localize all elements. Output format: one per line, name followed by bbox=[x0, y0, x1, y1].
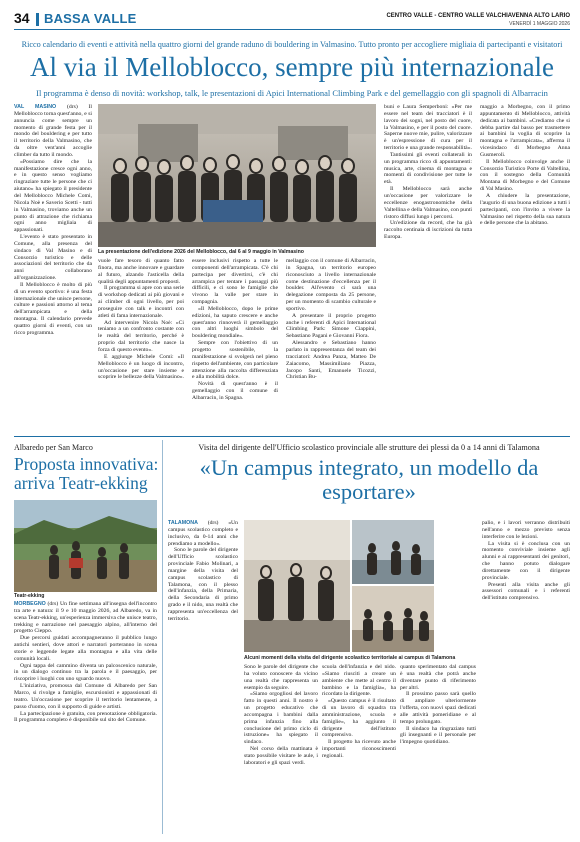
side-article-body bbox=[14, 601, 157, 833]
main-article-column-4 bbox=[286, 258, 376, 430]
paragraph: La visita si è conclusa con un momento conviviale insieme agli alunni e ai rappresentanti dei genitori, che hanno potuto dialogare direttamente con il dirigente provinciale. bbox=[482, 540, 570, 581]
campus-article-kicker: Visita del dirigente dell'Ufficio scolastico provinciale alle strutture dei plessi da 0 a 14 anni di Talamona bbox=[198, 443, 540, 452]
campus-article-column-2 bbox=[244, 664, 318, 833]
main-article-column-1 bbox=[14, 104, 92, 430]
article-divider bbox=[14, 436, 570, 437]
campus-author: (drs) bbox=[207, 520, 219, 526]
paragraph: mellaggio con il comune di Albarracin, in Spagna, un territorio europeo riconosciuto a livello internazionale come destinazione d'eccellenza per il boulder. All'evento ci sarà una delegazione composta da 25 persone, per un momento di scambio culturale e sportivo. bbox=[286, 258, 376, 312]
paragraph: L'iniziativa, promossa dal Comune di Albaredo per San Marco, si rivolge a famiglie, escursionisti e appassionati di teatro. Un'occasione per scoprire il territorio lentamente, a passo d'uomo, con il supporto di guide e artisti. bbox=[14, 683, 157, 710]
side-dateline: MORBEGNO bbox=[14, 601, 46, 607]
campus-photo-right-top bbox=[352, 520, 434, 584]
lead-paragraph: Il Melloblocco torna quest'anno, e si annuncia come sempre un momento di grande festa per il mondo del bouldering e per tutto il territorio della Valmasino, che da oltre vent'anni accoglie climber da tutto il mondo. bbox=[14, 104, 92, 158]
side-article-title: Proposta innovativa: arriva Teatr-ekking bbox=[14, 454, 159, 493]
campus-dateline: TALAMONA bbox=[168, 520, 198, 526]
paragraph: «Siamo orgogliosi del lavoro fatto in questi anni. Il nostro è un progetto educativo che accompagna i bambini dalla prima infanzia fino alla conclusione del primo ciclo di istruzione» ha spiegato il sindaco. bbox=[244, 691, 318, 746]
paragraph: Novità di quest'anno è il gemellaggio con il comune di Albarracin, in Spagna. bbox=[192, 381, 278, 401]
paragraph: «Un campus scolastico completo e inclusivo, da 0-14 anni che prendiamo a modello». bbox=[168, 520, 238, 547]
paragraph: buni e Laura Semperboni: «Per me essere nel team dei tracciatori è il lavoro dei sogni, nel posto del cuore, la Valmasino, e per il posto del cuore. Saperne nuove mie, pulire, valorizzare è un'espressione di cura per il territorio e una grande responsabilità». bbox=[384, 104, 472, 152]
paragraph: Il Melloblocco sarà anche un'occasione per valorizzare le eccellenze enogastronomiche della Valtellina e della Valmasino, con punti ristoro diffusi lungo i percorsi. bbox=[384, 186, 472, 220]
campus-article-column-3 bbox=[322, 664, 396, 833]
paragraph: Il prossimo passo sarà quello di ampliare ulteriormente l'offerta, con nuovi spazi dedicati alle attività pomeridiane e al tempo prolungato. bbox=[400, 691, 476, 725]
side-photo-caption: Teatr-ekking bbox=[14, 593, 45, 599]
paragraph: «Questo campus è il risultato di un lavoro di squadra tra amministrazione, scuola e famiglie», ha aggiunto il dirigente dell'istituto comprensivo. bbox=[322, 698, 396, 739]
paragraph: palio, e i lavori verranno distribuiti nell'anno e mezzo previsto senza interferire con le lezioni. bbox=[482, 520, 570, 540]
side-article-photo bbox=[14, 500, 157, 592]
main-article-column-5 bbox=[384, 104, 472, 430]
author: (drs) bbox=[66, 104, 78, 110]
campus-article-column-1 bbox=[168, 520, 238, 833]
main-article-kicker: Ricco calendario di eventi e attività nella quattro giorni del grande raduno di bouldering in Valmasino. Tutto pronto per accogliere migliaia di partecipanti e visitatori bbox=[21, 40, 563, 49]
main-photo-caption: La presentazione dell'edizione 2026 del Melloblocco, dal 6 al 9 maggio in Valmasino bbox=[98, 249, 304, 255]
campus-article-column-4 bbox=[400, 664, 476, 833]
section-title: BASSA VALLE bbox=[44, 11, 137, 26]
campus-photo-right-bottom bbox=[352, 586, 434, 652]
campus-article-title: «Un campus integrato, un modello da esportare» bbox=[199, 455, 539, 504]
paragraph: Sono le parole del dirigente dell'Ufficio scolastico provinciale Fabio Molinari, a margine della visita del campus scolastico di Talamona, con il plesso dell'infanzia, della Primaria, della Secondaria di primo grado e il nido, una realtà che rappresenta un'eccellenza del territorio. bbox=[168, 547, 238, 622]
paragraph: «Possiamo dire che la manifestazione cresce ogni anno, e in questo senso vogliamo ringraziare tutte le persone che ci aiutano» ha spiegato il presidente del Melloblocco Michele Comi, Nicola Noè e Saverio Scetti - tutti in Valmasino, troviamo anche un punto di attrazione che richiama ogni anno migliaia di appassionati. bbox=[14, 158, 92, 234]
paragraph: E aggiunge Michele Comi: «Il Melloblocco è un luogo di incontro, un'occasione per stare insieme e scoprire le bellezze della Valmasino». bbox=[98, 353, 184, 381]
side-author: (drs) bbox=[47, 601, 59, 607]
paragraph: vuole fare tesoro di quanto fatto finora, ma anche innovare e guardare al futuro, alzando l'asticella della qualità degli appuntamenti proposti. bbox=[98, 258, 184, 285]
main-article-column-3 bbox=[192, 258, 278, 430]
paragraph: quanto sperimentato dal campus è una realtà che potrà anche diventare punto di riferimento per altri. bbox=[400, 664, 476, 691]
paragraph: L'evento è stato presentato in Comune, alla presenza del sindaco di Val Masino e di Consorzio turistico e delle associazioni del territorio che da anni collaborano all'organizzazione. bbox=[14, 234, 92, 282]
main-article-column-2 bbox=[98, 258, 184, 430]
paragraph: «Il Melloblocco, dopo le prime edizioni, ha saputo crescere e anche quest'anno rinnoverà il gemellaggio con altri luoghi simbolo del bouldering mondiale». bbox=[192, 305, 278, 340]
dateline: VAL MASINO bbox=[14, 104, 57, 110]
paragraph: Sempre con l'obiettivo di un progetto sostenibile, la manifestazione si svolgerà nel pieno rispetto dell'ambiente, con particolare attenzione alla raccolta differenziata e alla mobilità dolce. bbox=[192, 340, 278, 381]
edition-info bbox=[386, 12, 570, 28]
paragraph: A chiudere la presentazione, l'augurio di una buona edizione a tutti i partecipanti, con l'invito a vivere la Valmasino nel rispetto della sua natura e delle persone che la abitano. bbox=[480, 192, 570, 227]
side-article-kicker: Albaredo per San Marco bbox=[14, 443, 93, 452]
main-article-column-6 bbox=[480, 104, 570, 430]
paragraph: Nel corso della mattinata è stato possibile visitare le aule, i laboratori e gli spazi verdi. bbox=[244, 746, 318, 766]
section-bar bbox=[36, 13, 39, 26]
paragraph: Un'edizione da record, che ha già raccolto centinaia di iscrizioni da tutta Europa. bbox=[384, 220, 472, 241]
paragraph: Il programma si apre con una serie di workshop dedicati ai più giovani e ai climber di ogni livello, per poi proseguire con talk e incontri con atleti di fama internazionale. bbox=[98, 285, 184, 319]
paragraph: Tantissimi gli eventi collaterali in un programma ricco di appuntamenti: musica, arte, cinema di montagna e momenti di condivisione per tutte le età. bbox=[384, 151, 472, 186]
page-number: 34 bbox=[14, 10, 30, 26]
paragraph: Sono le parole del dirigente che ha voluto conoscere da vicino una realtà che rappresenta un esempio da seguire. bbox=[244, 664, 318, 691]
paragraph: A presentare il proprio progetto anche i referenti di Apici International Climbing Park: Simone Ciappini, Sebastiano Pagani e Giovanni Fiora. bbox=[286, 312, 376, 340]
issue-date: VENERDÌ 1 MAGGIO 2026 bbox=[509, 21, 570, 27]
paragraph: Alessandro e Sebastiano hanno parlato in rappresentanza del team dei tracciatori: Andrea Panza, Matteo De Zaiacomo, Massimiliano Piazza, Jacopo Santi, Emanuele Ticozzi, Christian Bu- bbox=[286, 340, 376, 381]
edition-title: CENTRO VALLE - CENTRO VALLE VALCHIAVENNA ALTO LARIO bbox=[386, 13, 570, 19]
paragraph: maggio a Morbegno, con il primo appuntamento di Melloblocco, attività dedicata ai bambini. «Crediamo che si debba partire dal basso per trasmettere ai bambini la voglia di scoprire la montagna e l'arrampicata», afferma il vicesindaco di Morbegno Anna Gusmeroli. bbox=[480, 104, 570, 158]
paragraph: Ogni tappa del cammino diventa un palcoscenico naturale, in un dialogo continuo tra la parola e il paesaggio, per riscoprire i luoghi con uno sguardo nuovo. bbox=[14, 662, 157, 683]
paragraph: scuola dell'infanzia e del nido. «Siamo riusciti a creare un ambiente che mette al centro il bambino e la famiglia», ha ricordato la dirigente. bbox=[322, 664, 396, 698]
main-article-title: Al via il Melloblocco, sempre più internazionale bbox=[29, 52, 555, 82]
page-header bbox=[14, 8, 570, 30]
campus-photo-left bbox=[244, 520, 350, 652]
campus-photo-caption: Alcuni momenti della visita del dirigente scolastico territoriale ai campus di Talamona bbox=[244, 655, 456, 661]
main-article-photo bbox=[98, 104, 376, 247]
paragraph: Il Melloblocco coinvolge anche il Consorzio Turistico Porte di Valtellina, con il sostegno della Comunità Montana di Morbegno e del Comune di Val Masino. bbox=[480, 158, 570, 193]
paragraph: Ad intervenire Nicola Noè: «Ci teniamo a un confronto costante con le realtà del territorio, perché è proprio dal territorio che nasce la forza di questo evento». bbox=[98, 319, 184, 353]
paragraph: La partecipazione è gratuita, con prenotazione obbligatoria. Il programma completo è disponibile sul sito del Comune. bbox=[14, 710, 157, 724]
paragraph: Due percorsi guidati accompagneranno il pubblico lungo antichi sentieri, dove attori e narratori porteranno in scena storie e leggende legate alla montagna e alla vita delle comunità locali. bbox=[14, 635, 157, 662]
paragraph: Presenti alla visita anche gli assessori comunali e i referenti dell'istituto comprensivo. bbox=[482, 581, 570, 602]
paragraph: Il sindaco ha ringraziato tutti gli insegnanti e il personale per l'impegno quotidiano. bbox=[400, 725, 476, 746]
main-article-subtitle: Il programma è denso di novità: workshop, talk, le presentazioni di Apici International Climbing Park e del gemellaggio con gli spagnoli di Albarracin bbox=[36, 88, 548, 98]
paragraph: essere inclusivi rispetto a tutte le componenti dell'arrampicata. C'è chi partecipa per divertirsi, c'è chi arrampica per tentare i passaggi più difficili, e ci sono le famiglie che vivono la valle per stare in compagnia. bbox=[192, 258, 278, 306]
paragraph: Un fine settimana all'insegna dell'incontro tra arte e natura: il 9 e 10 maggio 2026, ad Albaredo, va in scena Teatr-ekking, un'esperienza immersiva che unisce teatro, trekking e narrazione nel paesaggio alpino, all'interno del progetto Cieppo. bbox=[14, 601, 157, 635]
paragraph: Il Melloblocco è molto di più di un evento sportivo: è una festa internazionale che unisce persone, culture e passioni attorno al tema dell'arrampicata e della montagna. Il calendario prevede quattro giorni di eventi, con un ricco programma. bbox=[14, 281, 92, 336]
column-divider bbox=[162, 440, 163, 834]
paragraph: Il progetto ha ricevuto anche importanti riconoscimenti regionali. bbox=[322, 739, 396, 759]
campus-article-column-5 bbox=[482, 520, 570, 833]
